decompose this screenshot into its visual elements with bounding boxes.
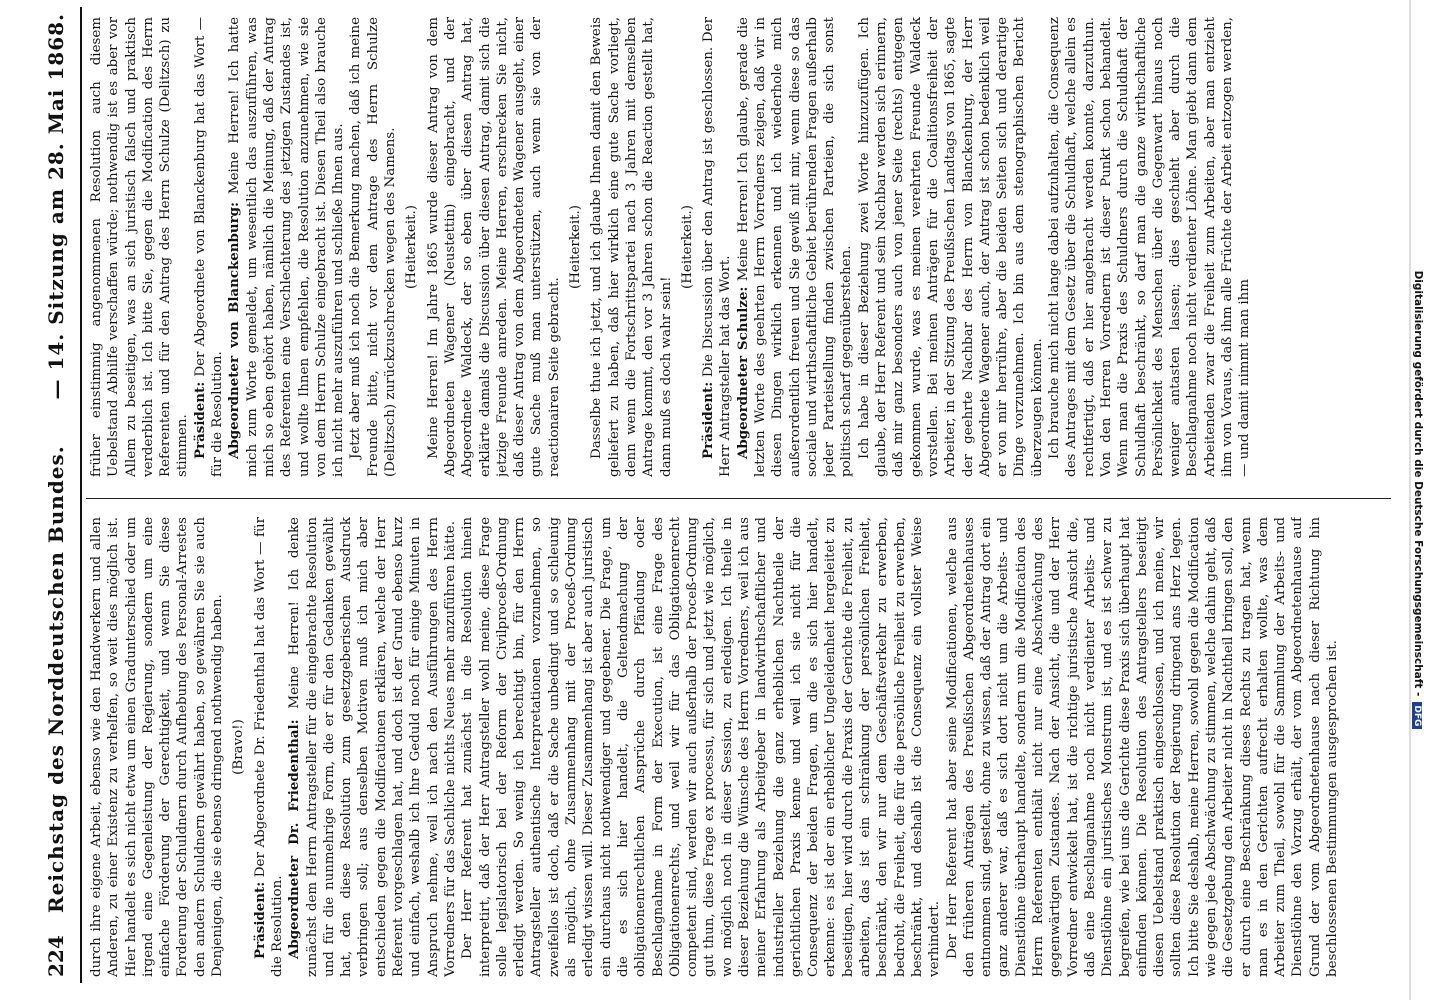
right-column — [88, 17, 1388, 477]
paragraph: Dasselbe thue ich jetzt, und ich glaube Ihnen damit den Beweis geliefert zu haben, daß hier wirklich eine gute Sache vorliegt, denn wenn die Fortschrittspartei nach 3 Jahren mit demselben Antrage kommt, den vor 3 Jahren schon die Reaction gestellt hat, dann muß es doch wahr sein! — [589, 17, 674, 477]
running-title-left: Reichstag des Norddeutschen Bundes. — [44, 445, 68, 913]
interjection: (Heiterkeit.) — [404, 205, 420, 289]
header-rule — [80, 7, 82, 983]
running-title-right: — 14. Sitzung am 28. Mai 1868. — [44, 13, 68, 400]
paragraph: Abgeordneter Dr. Friedenthal: Meine Herren! Ich denke zunächst dem Herrn Antragsteller für die eingebrachte Resolution und für die nunmehrige Form, die er für den Gedanken gewählt hat, den diese Resolution zum gesetzgeberischen Ausdruck verbringen soll; aus denselben Motiven muß ich mich aber entschieden gegen die Modificationen erklären, welche der Herr Referent vorgeschlagen hat, und doch ist der Grund ebenso kurz und einfach, weshalb ich Ihre Geduld noch für einige Minuten in Anspruch nehme, weil ich nach den Ausführungen des Herrn Vorredners für das Sachliche nichts Neues mehr anzuführen hätte. — [286, 517, 458, 977]
credit-text: Digitalisierung gefördert durch die Deutsche Forschungsgemeinschaft - — [1412, 270, 1424, 697]
dfg-logo: DFG — [1412, 702, 1422, 729]
paragraph: Jetzt aber muß ich noch die Bemerkung machen, daß ich meine Freunde bitte, nicht vor dem Antrage des Herrn Schulze (Delitzsch) zurückzuschrecken wegen des Namens. — [348, 17, 399, 477]
paragraph: Meine Herren! Im Jahre 1865 wurde dieser Antrag von dem Abgeordneten Wagener (Neustettin) eingebracht, und der Abgeordnete Waldeck, der so eben über diesen Antrag hat, erklärte damals die Discussion über diesen Antrag, damit sich die jetzige Freunde anreden. Meine Herren, erschrecken Sie nicht, daß dieser Antrag von dem Abgeordneten Wagener ausgeht, einer gute Sache muß man unterstützen, auch wenn sie von der reactionairen Seite gebracht. — [425, 17, 562, 477]
paragraph: Präsident: Der Abgeordnete Dr. Friedenthal hat das Wort — für die Resolution. — [251, 517, 285, 977]
paragraph: Präsident: Der Abgeordnete von Blanckenburg hat das Wort — für die Resolution. — [191, 17, 226, 477]
paragraph: Der Herr Referent hat zunächst in die Resolution hinein interpretirt, daß der Herr Antragsteller wohl meine, diese Frage solle legislatorisch bei der Reform der Civilproceß-Ordnung erledigt werden. So wenig ich berechtigt bin, für den Herrn Antragsteller authentische Interpretationen vorzunehmen, so zweifellos ist doch, daß er die Sache unbedingt und so schleunig als möglich, ohne Zusammenhang mit der Proceß-Ordnung erledigt wissen will. Dieser Zusammenhang ist aber auch juristisch ein durchaus nicht nothwendiger und gegebener. Die Frage, um die es sich hier handelt, die Geltendmachung der obligationenrechtlichen Ansprüche durch Pfändung oder Beschlagnahme in Form der Execution, ist eine Frage des Obligationenrechts, und weil wir für das Obligationenrecht competent sind, werden wir auch außerhalb der Proceß-Ordnung gut thun, diese Frage ex processu, für sich und jetzt wie möglich, wo möglich noch in dieser Session, zu erledigen. Ich theile in dieser Beziehung die Wünsche des Herrn Vorredners, weil ich aus meiner Erfahrung als Arbeitgeber in landwirthschaftlicher und industrieller Beziehung die ganz erheblichen Nachtheile der gerichtlichen Praxis kenne und weil ich sie nicht für die Consequenz der beiden Fragen, um die es sich hier handelt, erkenne: es ist der ein erheblicher Ungeleidenheit hergeleitet zu beseitigen, hier wird durch die Praxis der Gerichte die Freiheit, zu arbeiten, das ist ein schränkung der persönlichen Freiheit, beschränkt, den wir nur dem Geschäftsverkehr zu erwerben, bedroht, die Freiheit, die für die persönliche Freiheit zu erwerben, beschränkt, und deshalb ist die Consequenz ein vollster Weise verhindert. — [460, 517, 943, 977]
speaker-label: Präsident: — [191, 381, 208, 459]
paragraph: Der Herr Referent hat aber seine Modificationen, welche aus den früheren Anträgen des Preußischen Abgeordnetenhauses entnommen sind, gestellt, ohne zu wissen, daß der Antrag dort ein ganz anderer war, daß es sich dort nicht um die Arbeits- und Dienstlöhne überhaupt handelte, sondern um die Modification des Herrn Referenten enthält nicht nur eine Abschwächung des gegenwärtigen Zustandes. Nach der Ansicht, die und der Herr Vorredner entwickelt hat, ist die richtige juristische Ansicht die, daß eine Beschlagnahme noch nicht verdienter Arbeits- und Dienstlöhne ein juristisches Monstrum ist, und es ist schwer zu begreifen, wie bei uns die Gerichte diese Praxis sich überhaupt hat einfinden können. Die Resolution des Antragstellers beseitigt diesen Uebelstand praktisch eingeschlossen, und ich meine, wir sollten diese Resolution der Regierung dringend ans Herz legen. Ich bitte Sie deshalb, meine Herren, sowohl gegen die Modification wie gegen jede Abschwächung zu stimmen, welche dahin geht, daß die Gesetzgebung den Arbeiter nicht in Nachtheil bringen soll, den er durch eine Beschränkung dieses Rechts zu tragen hat, wenn man es in den Gerichten aufrecht erhalten wollte, was dem Arbeiter zum Theil, sowohl für die Sammlung der Arbeits- und Dienstlöhne den Vorzug erhält, der vom Abgeordnetenhause auf Grund der vom Abgeordnetenhause nach dieser Richtung hin beschlossenen Bestimmungen ausgesprochen ist. — [944, 517, 1341, 977]
speaker-label: Abgeordneter von Blanckenburg: — [226, 202, 243, 459]
paragraph: Präsident: Die Discussion über den Antrag ist geschlossen. Der Herr Antragsteller hat das Wort. — [700, 17, 734, 477]
interjection: (Bravo!) — [231, 719, 247, 775]
speaker-label: Abgeordneter Dr. Friedenthal: — [286, 719, 303, 959]
paragraph: durch ihre eigene Arbeit, ebenso wie den Handwerkern und allen Anderen, zu einer Existenz zu verhelfen, so weit dies möglich ist. Hier handelt es sich nicht etwa um einen Gradunterschied oder um irgend eine Gegenleistung der Regierung, sondern um eine einfache Förderung der Gerechtigkeit, und wenn Sie diese Forderung der Schuldnern durch Aufhebung des Personal-Arrestes den andern Schuldnern gewährt haben, so gewähren Sie sie auch Denjenigen, die sie ebenso dringend nothwendig haben. — [89, 517, 226, 977]
left-column — [88, 517, 1388, 977]
speaker-label: Präsident: — [251, 881, 268, 959]
speaker-label: Präsident: — [700, 381, 717, 459]
column-divider — [86, 498, 1391, 499]
paragraph: Ich habe in dieser Beziehung zwei Worte hinzuzufügen. Ich glaube, der Herr Referent und sein Nachbar werden sich erinnern, daß mir ganz besonders auch von jener Seite (rechts) entgegen gekommen wurde, was es meinen verehrten Freunde Waldeck vorstellen. Bei meinen Anträgen für die Coalitionsfreiheit der Arbeiter, in der Sitzung des Preußischen Landtags von 1865, sagte der geehrte Nachbar des Herrn von Blanckenburg, der Herr Abgeordnete Wagener auch, der Antrag ist schon bedenklich weil er von mir herrühre, aber die beiden Seiten sich und derartige Dinge vorzunehmen. Ich bin aus dem stenographischen Bericht überzeugen können. — [856, 17, 1045, 477]
paragraph: Abgeordneter von Blanckenburg: Meine Herren! Ich hatte mich zum Worte gemeldet, um wesentlich das auszuführen, was mich so eben gehört haben, nämlich die Meinung, daß der Antrag des Referenten eine Verschlechterung des jetzigen Zustandes ist, und wollte Ihnen empfehlen, die Resolution anzunehmen, wie sie von dem Herrn Schulze eingebracht ist. Diesen Theil also brauche ich nicht mehr auszuführen und schließe Ihnen aus. — [226, 17, 347, 477]
paragraph: früher einstimmig angenommenen Resolution auch diesem Uebelstand Abhilfe verschaffen würde; nothwendig ist es aber vor Allem zu beseitigen, was an sich juristisch falsch und praktisch verderblich ist. Ich bitte Sie, gegen die Modification des Herrn Referenten und für den Antrag des Herrn Schulze (Delitzsch) zu stimmen. — [89, 17, 191, 477]
paragraph: Abgeordneter Schulze: Meine Herren! Ich glaube, gerade die letzten Worte des geehrten Herrn Vorredners zeigen, daß wir in diesen Dingen wirklich erkennen und ich wiederhole mich außerordentlich freuen und Sie gewiß mit mir, wenn diese so das sociale und wirthschaftliche Gebiet berührenden Fragen außerhalb jeder Parteistellung finden zwischen Parteien, die sich sonst politisch scharf gegenüberstehen. — [734, 17, 855, 477]
speaker-label: Abgeordneter Schulze: — [734, 286, 751, 459]
paragraph: Ich brauche mich nicht lange dabei aufzuhalten, die Consequenz des Antrages mit dem Gesetz über die Schuldhaft, welche allein es rechtfertigt, daß er hier angebracht werden konnte, darzuthun. Von den Herren Vorrednern ist dieser Punkt schon behandelt. Wenn man die Praxis des Schuldners durch die Schuldhaft der Schuldhaft beschränkt, so darf man die ganze wirthschaftliche Persönlichkeit des Menschen über die Gegenwart hinaus noch weniger antasten lassen; dies geschieht aber durch die Beschlagnahme noch nicht verdienter Löhne. Man giebt dann dem Arbeitenden zwar die Freiheit zum Arbeiten, aber man entzieht ihm von Voraus, daß ihm alle Früchte der Arbeit entzogen werden, — und damit nimmt man ihm — [1047, 17, 1253, 477]
scanned-page — [16, 7, 1416, 983]
page-number: 224 — [44, 935, 68, 977]
page-header — [38, 7, 78, 983]
interjection: (Heiterkeit.) — [568, 205, 584, 289]
interjection: (Heiterkeit.) — [679, 205, 695, 289]
digitization-credit — [1408, 190, 1424, 810]
